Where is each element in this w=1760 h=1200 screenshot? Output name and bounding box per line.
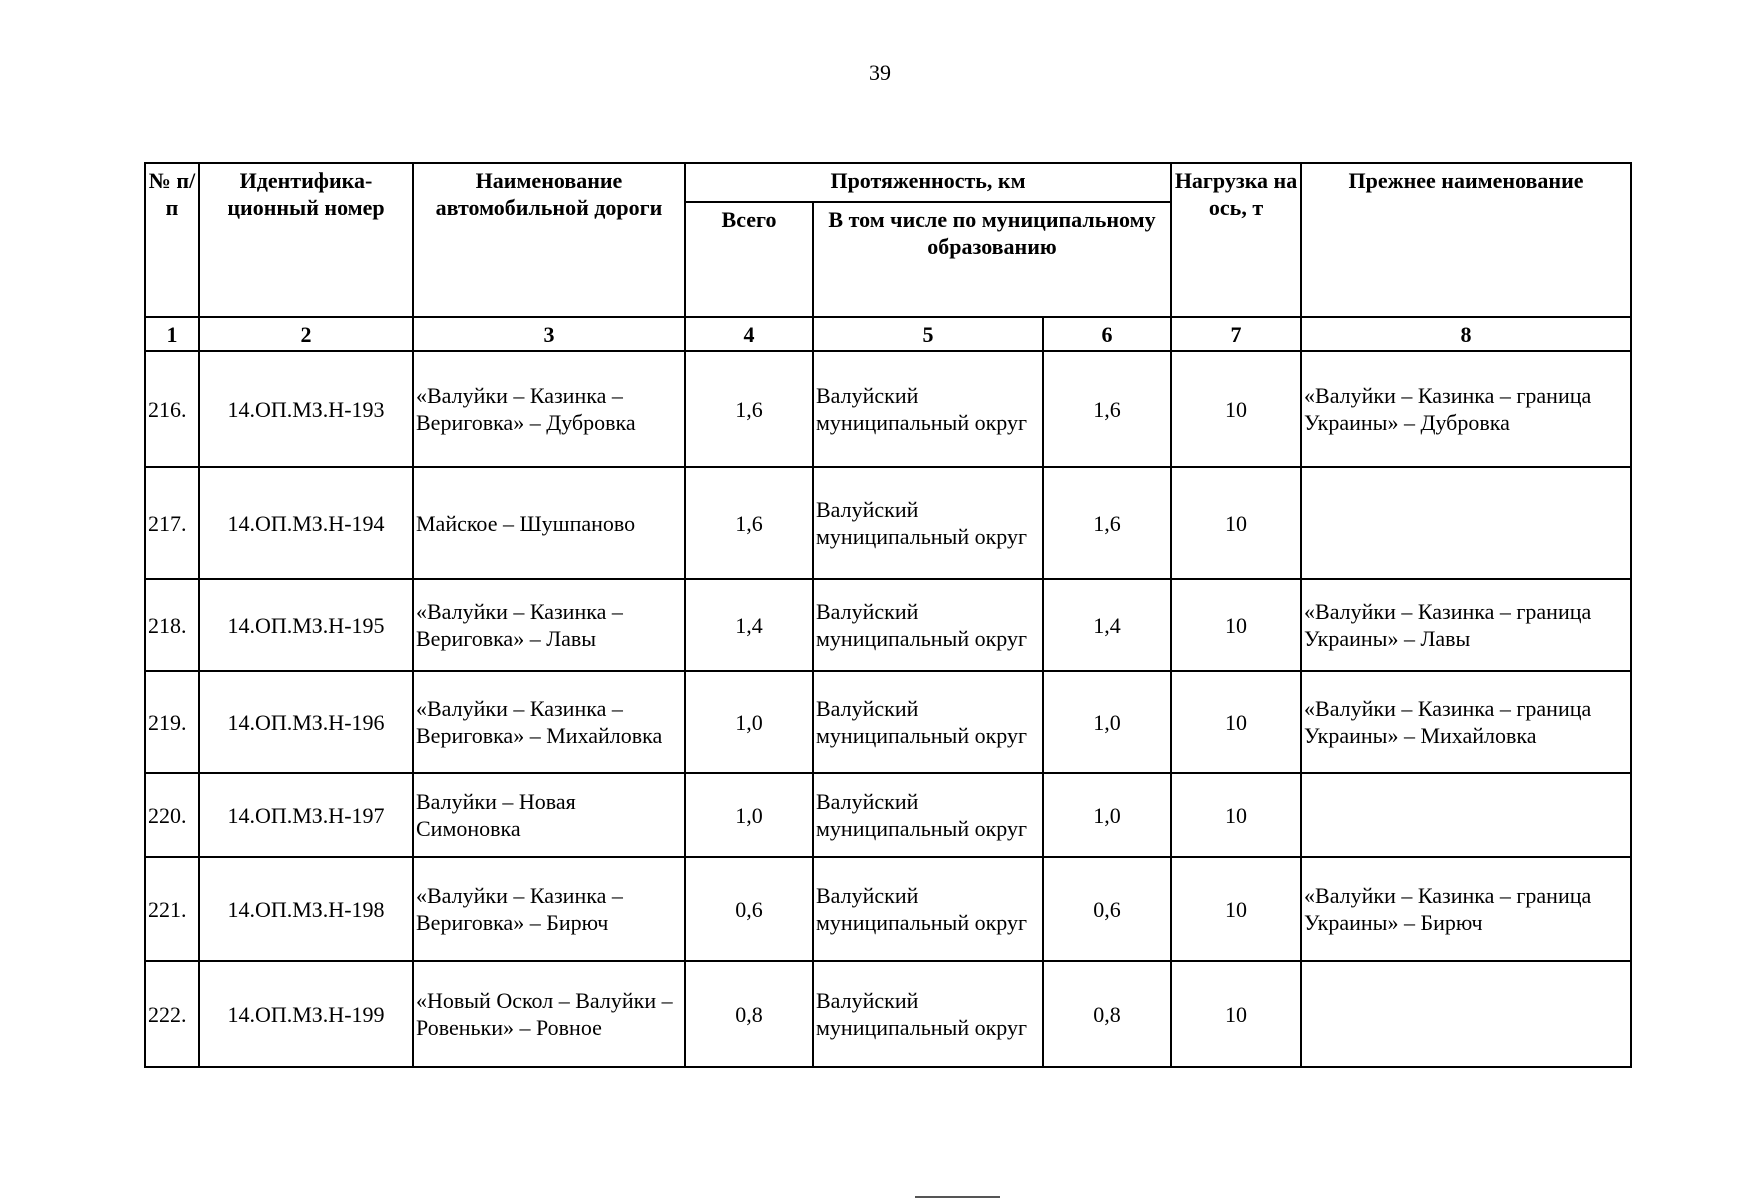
axle-load: 10 <box>1171 671 1301 773</box>
former-name <box>1301 773 1631 857</box>
column-number: 3 <box>413 317 685 351</box>
table-row <box>145 351 1631 467</box>
table-row <box>145 961 1631 1067</box>
header-col-id: Идентифика-ционный номер <box>199 163 413 317</box>
header-col-road-name: Наименование автомобильной дороги <box>413 163 685 317</box>
length-total: 1,4 <box>685 579 813 671</box>
former-name: «Валуйки – Казинка – граница Украины» – Дубровка <box>1301 351 1631 467</box>
column-number-row <box>145 317 1631 351</box>
column-number: 1 <box>145 317 199 351</box>
former-name: «Валуйки – Казинка – граница Украины» – Бирюч <box>1301 857 1631 961</box>
table-row <box>145 467 1631 579</box>
axle-load: 10 <box>1171 351 1301 467</box>
column-number: 7 <box>1171 317 1301 351</box>
length-total: 0,8 <box>685 961 813 1067</box>
row-number: 220. <box>145 773 199 857</box>
road-id: 14.ОП.МЗ.Н-199 <box>199 961 413 1067</box>
former-name <box>1301 961 1631 1067</box>
header-row <box>145 163 1631 202</box>
municipality: Валуйский муниципальный округ <box>813 351 1043 467</box>
municipality: Валуйский муниципальный округ <box>813 467 1043 579</box>
header-col-total: Всего <box>685 202 813 317</box>
length-total: 1,0 <box>685 671 813 773</box>
axle-load: 10 <box>1171 857 1301 961</box>
roads-table <box>144 162 1632 1068</box>
axle-load: 10 <box>1171 579 1301 671</box>
axle-load: 10 <box>1171 467 1301 579</box>
road-name: Валуйки – Новая Симоновка <box>413 773 685 857</box>
axle-load: 10 <box>1171 961 1301 1067</box>
road-id: 14.ОП.МЗ.Н-196 <box>199 671 413 773</box>
column-number: 5 <box>813 317 1043 351</box>
length-total: 1,0 <box>685 773 813 857</box>
municipal-length: 1,6 <box>1043 467 1171 579</box>
road-id: 14.ОП.МЗ.Н-193 <box>199 351 413 467</box>
municipal-length: 1,6 <box>1043 351 1171 467</box>
column-number: 6 <box>1043 317 1171 351</box>
length-total: 1,6 <box>685 467 813 579</box>
header-col-former-name: Прежнее наименование <box>1301 163 1631 317</box>
column-number: 2 <box>199 317 413 351</box>
row-number: 216. <box>145 351 199 467</box>
page-number: 39 <box>869 60 891 85</box>
municipality: Валуйский муниципальный округ <box>813 857 1043 961</box>
row-number: 217. <box>145 467 199 579</box>
table-row <box>145 773 1631 857</box>
former-name: «Валуйки – Казинка – граница Украины» – Михайловка <box>1301 671 1631 773</box>
road-id: 14.ОП.МЗ.Н-197 <box>199 773 413 857</box>
municipality: Валуйский муниципальный округ <box>813 671 1043 773</box>
road-name: «Валуйки – Казинка – Вериговка» – Бирюч <box>413 857 685 961</box>
road-name: Майское – Шушпаново <box>413 467 685 579</box>
road-name: «Валуйки – Казинка – Вериговка» – Дубровка <box>413 351 685 467</box>
header-col-municipal: В том числе по муниципальному образованию <box>813 202 1171 317</box>
road-name: «Новый Оскол – Валуйки – Ровеньки» – Ровное <box>413 961 685 1067</box>
municipal-length: 0,6 <box>1043 857 1171 961</box>
road-id: 14.ОП.МЗ.Н-195 <box>199 579 413 671</box>
road-name: «Валуйки – Казинка – Вериговка» – Михайловка <box>413 671 685 773</box>
column-number: 8 <box>1301 317 1631 351</box>
municipality: Валуйский муниципальный округ <box>813 961 1043 1067</box>
table-row <box>145 671 1631 773</box>
length-total: 1,6 <box>685 351 813 467</box>
municipal-length: 1,4 <box>1043 579 1171 671</box>
row-number: 221. <box>145 857 199 961</box>
header-length-group: Протяженность, км <box>685 163 1171 202</box>
municipal-length: 1,0 <box>1043 773 1171 857</box>
municipality: Валуйский муниципальный округ <box>813 579 1043 671</box>
row-number: 222. <box>145 961 199 1067</box>
header-col-number: № п/п <box>145 163 199 317</box>
road-name: «Валуйки – Казинка – Вериговка» – Лавы <box>413 579 685 671</box>
column-number: 4 <box>685 317 813 351</box>
former-name: «Валуйки – Казинка – граница Украины» – Лавы <box>1301 579 1631 671</box>
table-row <box>145 579 1631 671</box>
row-number: 218. <box>145 579 199 671</box>
road-id: 14.ОП.МЗ.Н-194 <box>199 467 413 579</box>
axle-load: 10 <box>1171 773 1301 857</box>
municipality: Валуйский муниципальный округ <box>813 773 1043 857</box>
scan-stroke <box>915 1196 1000 1198</box>
table-row <box>145 857 1631 961</box>
municipal-length: 0,8 <box>1043 961 1171 1067</box>
row-number: 219. <box>145 671 199 773</box>
road-id: 14.ОП.МЗ.Н-198 <box>199 857 413 961</box>
former-name <box>1301 467 1631 579</box>
municipal-length: 1,0 <box>1043 671 1171 773</box>
length-total: 0,6 <box>685 857 813 961</box>
header-col-axle-load: Нагрузка на ось, т <box>1171 163 1301 317</box>
